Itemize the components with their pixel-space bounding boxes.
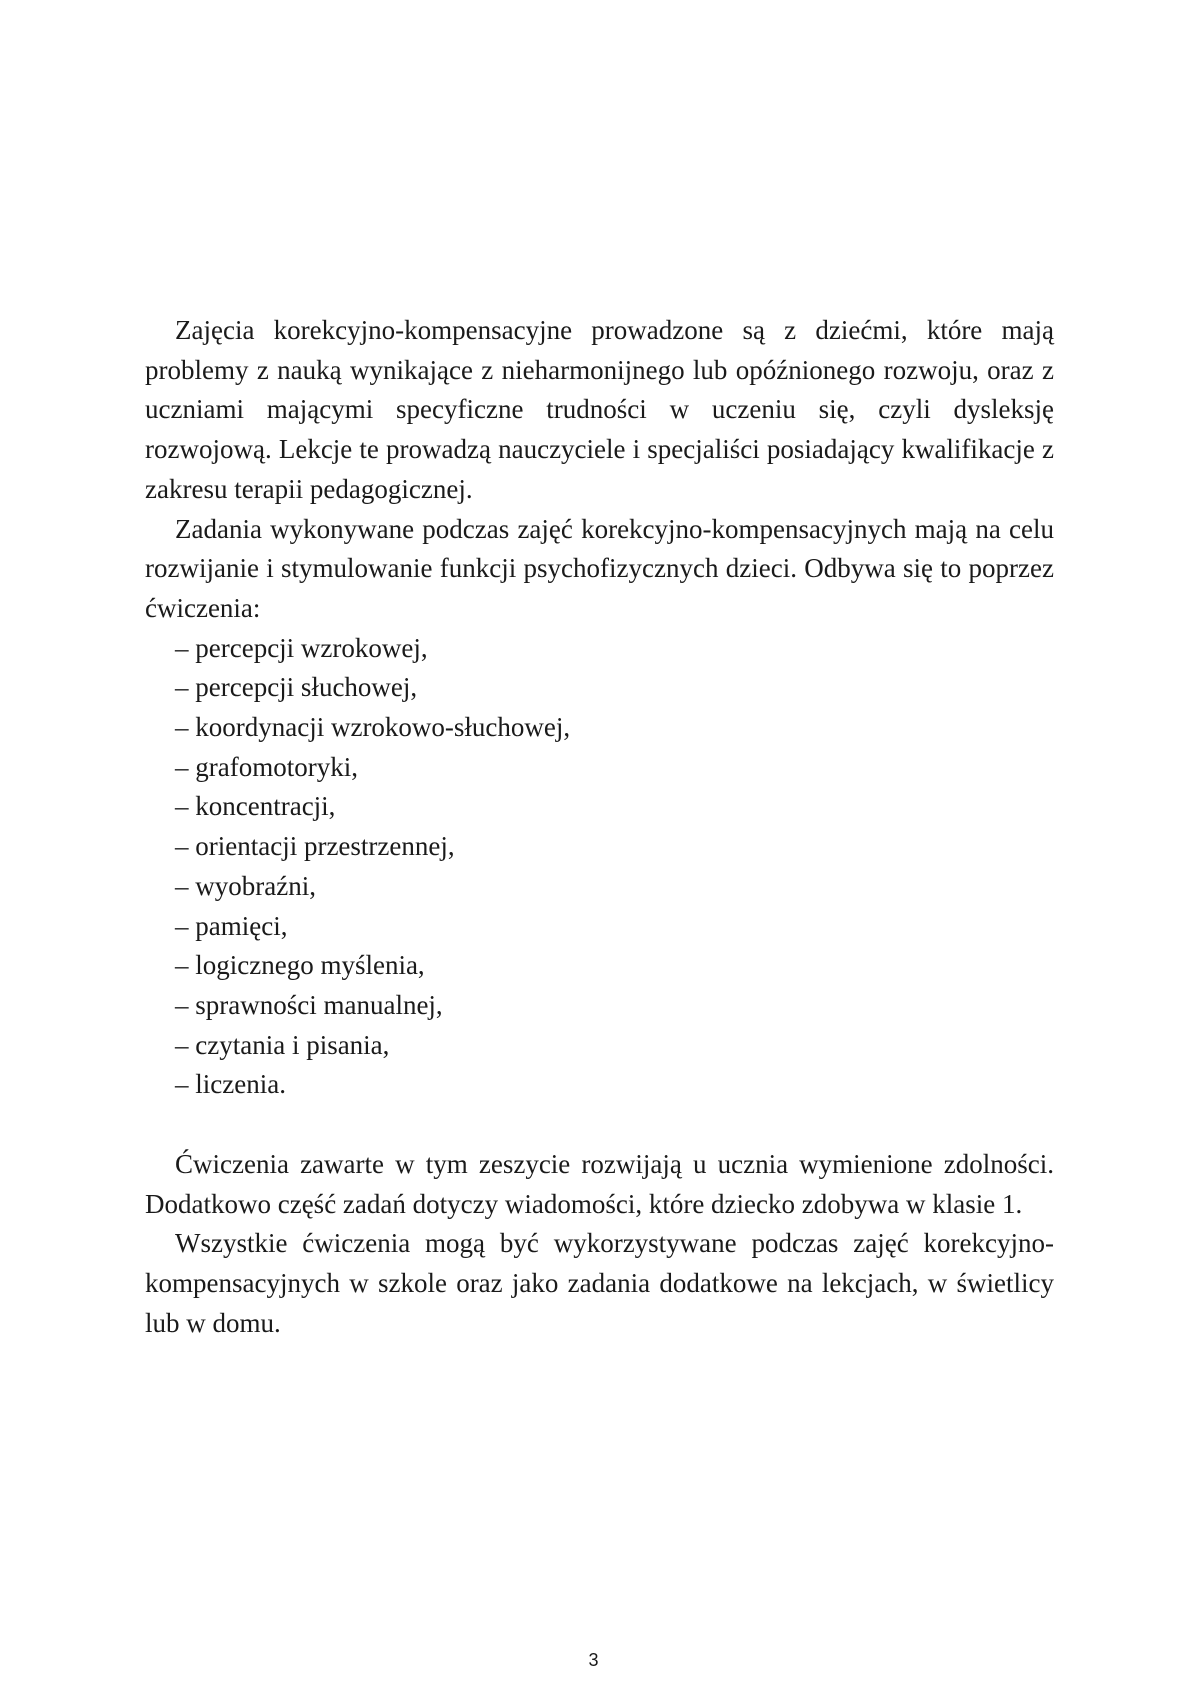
- list-item: – sprawności manualnej,: [175, 989, 443, 1020]
- list-item: – koncentracji,: [175, 791, 336, 822]
- list-item: – czytania i pisania,: [175, 1029, 390, 1060]
- list-item: – liczenia.: [175, 1069, 286, 1100]
- list-item: – percepcji słuchowej,: [175, 672, 418, 703]
- usage-paragraph: Wszystkie ćwiczenia mogą być wykorzystywane podczas zajęć korekcyjno-kompensacyjnych w szkole oraz jako zadania dodatkowe na lekcjach, w świetlicy lub w domu.: [145, 1228, 1054, 1338]
- list-item: – percepcji wzrokowej,: [175, 632, 428, 663]
- page-number: 3: [588, 1650, 599, 1670]
- list-item: – pamięci,: [175, 910, 288, 941]
- list-item: – grafomotoryki,: [175, 751, 358, 782]
- intro-paragraph: Zajęcia korekcyjno-kompensacyjne prowadzone są z dziećmi, które mają problemy z nauką wynikające z nieharmonijnego lub opóźnionego rozwoju, oraz z uczniami mającymi specyficzne trudności w uczeniu się, czyli dysleksję rozwojową. Lekcje te prowadzą nauczyciele i specjaliści posiadający kwalifikacje z zakresu terapii pedagogicznej.: [145, 315, 1054, 504]
- exercise-list: [145, 629, 1054, 1105]
- section-gap: [145, 1105, 1054, 1145]
- tasks-paragraph: Zadania wykonywane podczas zajęć korekcyjno-kompensacyjnych mają na celu rozwijanie i stymulowanie funkcji psychofizycznych dzieci. Odbywa się to poprzez ćwiczenia:: [145, 513, 1054, 623]
- list-item: – wyobraźni,: [175, 870, 316, 901]
- list-item: – logicznego myślenia,: [175, 950, 425, 981]
- list-item: – koordynacji wzrokowo-słuchowej,: [175, 712, 571, 743]
- list-item: – orientacji przestrzennej,: [175, 831, 455, 862]
- exercises-paragraph: Ćwiczenia zawarte w tym zeszycie rozwijają u ucznia wymienione zdolności. Dodatkowo część zadań dotyczy wiadomości, które dziecko zdobywa w klasie 1.: [145, 1149, 1054, 1219]
- page-body: [145, 311, 1054, 1344]
